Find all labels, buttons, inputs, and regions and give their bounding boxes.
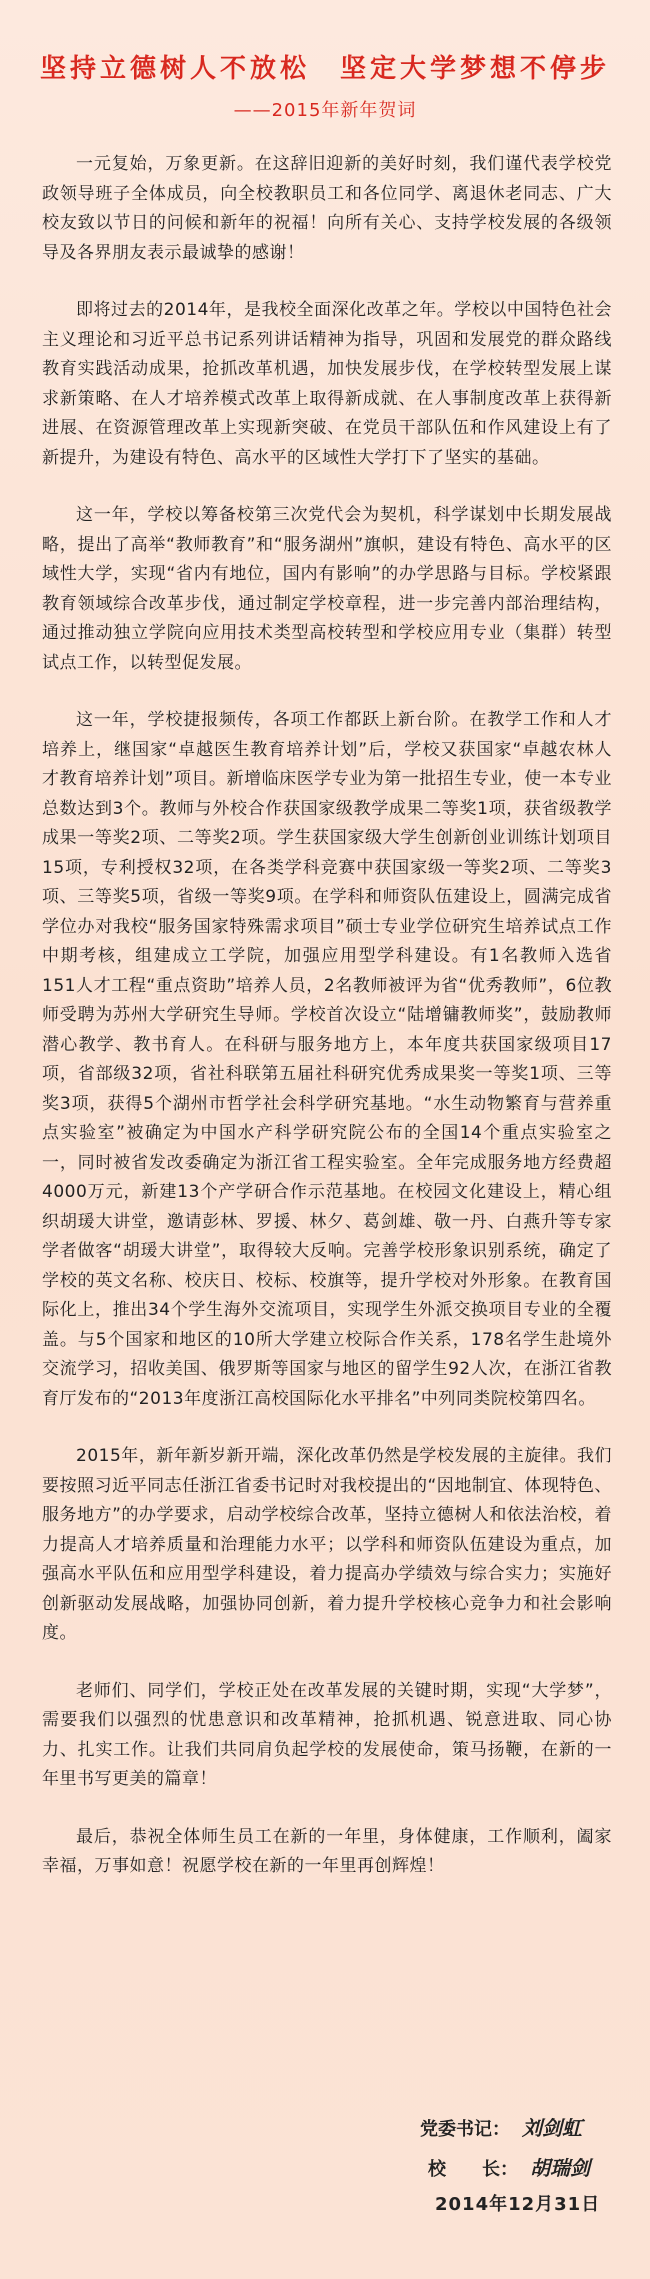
signature-party-secretary: [420, 2112, 630, 2141]
paragraph-3: 这一年，学校以筹备校第三次党代会为契机，科学谋划中长期发展战略，提出了高举“教师教育”和“服务湖州”旗帜，建设有特色、高水平的区域性大学，实现“省内有地位，国内有影响”的办学思路与目标。学校紧跟教育领域综合改革步伐，通过制定学校章程，进一步完善内部治理结构，通过推动独立学院向应用技术类型高校转型和学校应用专业（集群）转型试点工作，以转型促发展。: [42, 505, 612, 673]
letter-body: [42, 150, 612, 1910]
paragraph-2: 即将过去的2014年，是我校全面深化改革之年。学校以中国特色社会主义理论和习近平总书记系列讲话精神为指导，巩固和发展党的群众路线教育实践活动成果，抢抓改革机遇，加快发展步伐，在学校转型发展上谋求新策略、在人才培养模式改革上取得新成就、在人事制度改革上获得新进展、在资源管理改革上实现新突破、在党员干部队伍和作风建设上有了新提升，为建设有特色、高水平的区域性大学打下了坚实的基础。: [42, 300, 612, 468]
paragraph-7: 最后，恭祝全体师生员工在新的一年里，身体健康，工作顺利，阖家幸福，万事如意！祝愿学校在新的一年里再创辉煌！: [42, 1826, 612, 1876]
document-subtitle: ——2015年新年贺词: [233, 100, 417, 121]
paragraph-4: 这一年，学校捷报频传，各项工作都跃上新台阶。在教学工作和人才培养上，继国家“卓越医生教育培养计划”后，学校又获国家“卓越农林人才教育培养计划”项目。新增临床医学专业为第一批招生专业，使一本专业总数达到3个。教师与外校合作获国家级教学成果二等奖1项，获省级教学成果一等奖2项、二等奖2项。学生获国家级大学生创新创业训练计划项目15项，专利授权32项，在各类学科竞赛中获国家级一等奖2项、二等奖3项、三等奖5项，省级一等奖9项。在学科和师资队伍建设上，圆满完成省学位办对我校“服务国家特殊需求项目”硕士专业学位研究生培养试点工作中期考核，组建成立工学院，加强应用型学科建设。有1名教师入选省151人才工程“重点资助”培养人员，2名教师被评为省“优秀教师”，6位教师受聘为苏州大学研究生导师。学校首次设立“陆增镛教师奖”，鼓励教师潜心教学、教书育人。在科研与服务地方上，本年度共获国家级项目17项，省部级32项，省社科联第五届社科研究优秀成果奖一等奖1项、三等奖3项，获得5个湖州市哲学社会科学研究基地。“水生动物繁育与营养重点实验室”被确定为中国水产科学研究院公布的全国14个重点实验室之一，同时被省发改委确定为浙江省工程实验室。全年完成服务地方经费超4000万元，新建13个产学研合作示范基地。在校园文化建设上，精心组织胡瑗大讲堂，邀请彭林、罗援、林夕、葛剑雄、敬一丹、白燕升等专家学者做客“胡瑗大讲堂”，取得较大反响。完善学校形象识别系统，确定了学校的英文名称、校庆日、校标、校旗等，提升学校对外形象。在教育国际化上，推出34个学生海外交流项目，实现学生外派交换项目专业的全覆盖。与5个国家和地区的10所大学建立校际合作关系，178名学生赴境外交流学习，招收美国、俄罗斯等国家与地区的留学生92人次，在浙江省教育厅发布的“2013年度浙江高校国际化水平排名”中列同类院校第四名。: [42, 710, 612, 1409]
paragraph-1: 一元复始，万象更新。在这辞旧迎新的美好时刻，我们谨代表学校党政领导班子全体成员，向全校教职员工和各位同学、离退休老同志、广大校友致以节日的问候和新年的祝福！向所有关心、支持学校发展的各级领导及各界朋友表示最诚挚的感谢！: [42, 154, 612, 263]
signature-name: 胡瑞剑: [530, 2156, 590, 2180]
signature-role: 校 长：: [428, 2159, 518, 2180]
document-title: 坚持立德树人不放松 坚定大学梦想不停步: [39, 54, 610, 84]
paragraph-5: 2015年，新年新岁新开端，深化改革仍然是学校发展的主旋律。我们要按照习近平同志任浙江省委书记时对我校提出的“因地制宜、体现特色、服务地方”的办学要求，启动学校综合改革，坚持立德树人和依法治校，着力提高人才培养质量和治理能力水平；以学科和师资队伍建设为重点，加强高水平队伍和应用型学科建设，着力提高办学绩效与综合实力；实施好创新驱动发展战略，加强协同创新，着力提升学校核心竞争力和社会影响度。: [42, 1446, 612, 1643]
paragraph-6: 老师们、同学们，学校正处在改革发展的关键时期，实现“大学梦”，需要我们以强烈的忧患意识和改革精神，抢抓机遇、锐意进取、同心协力、扎实工作。让我们共同肩负起学校的发展使命，策马扬鞭，在新的一年里书写更美的篇章！: [42, 1680, 612, 1789]
document-date: 2014年12月31日: [435, 2194, 601, 2215]
signature-president: [428, 2152, 638, 2181]
signature-name: 刘剑虹: [522, 2116, 582, 2140]
signature-role: 党委书记：: [420, 2119, 510, 2140]
